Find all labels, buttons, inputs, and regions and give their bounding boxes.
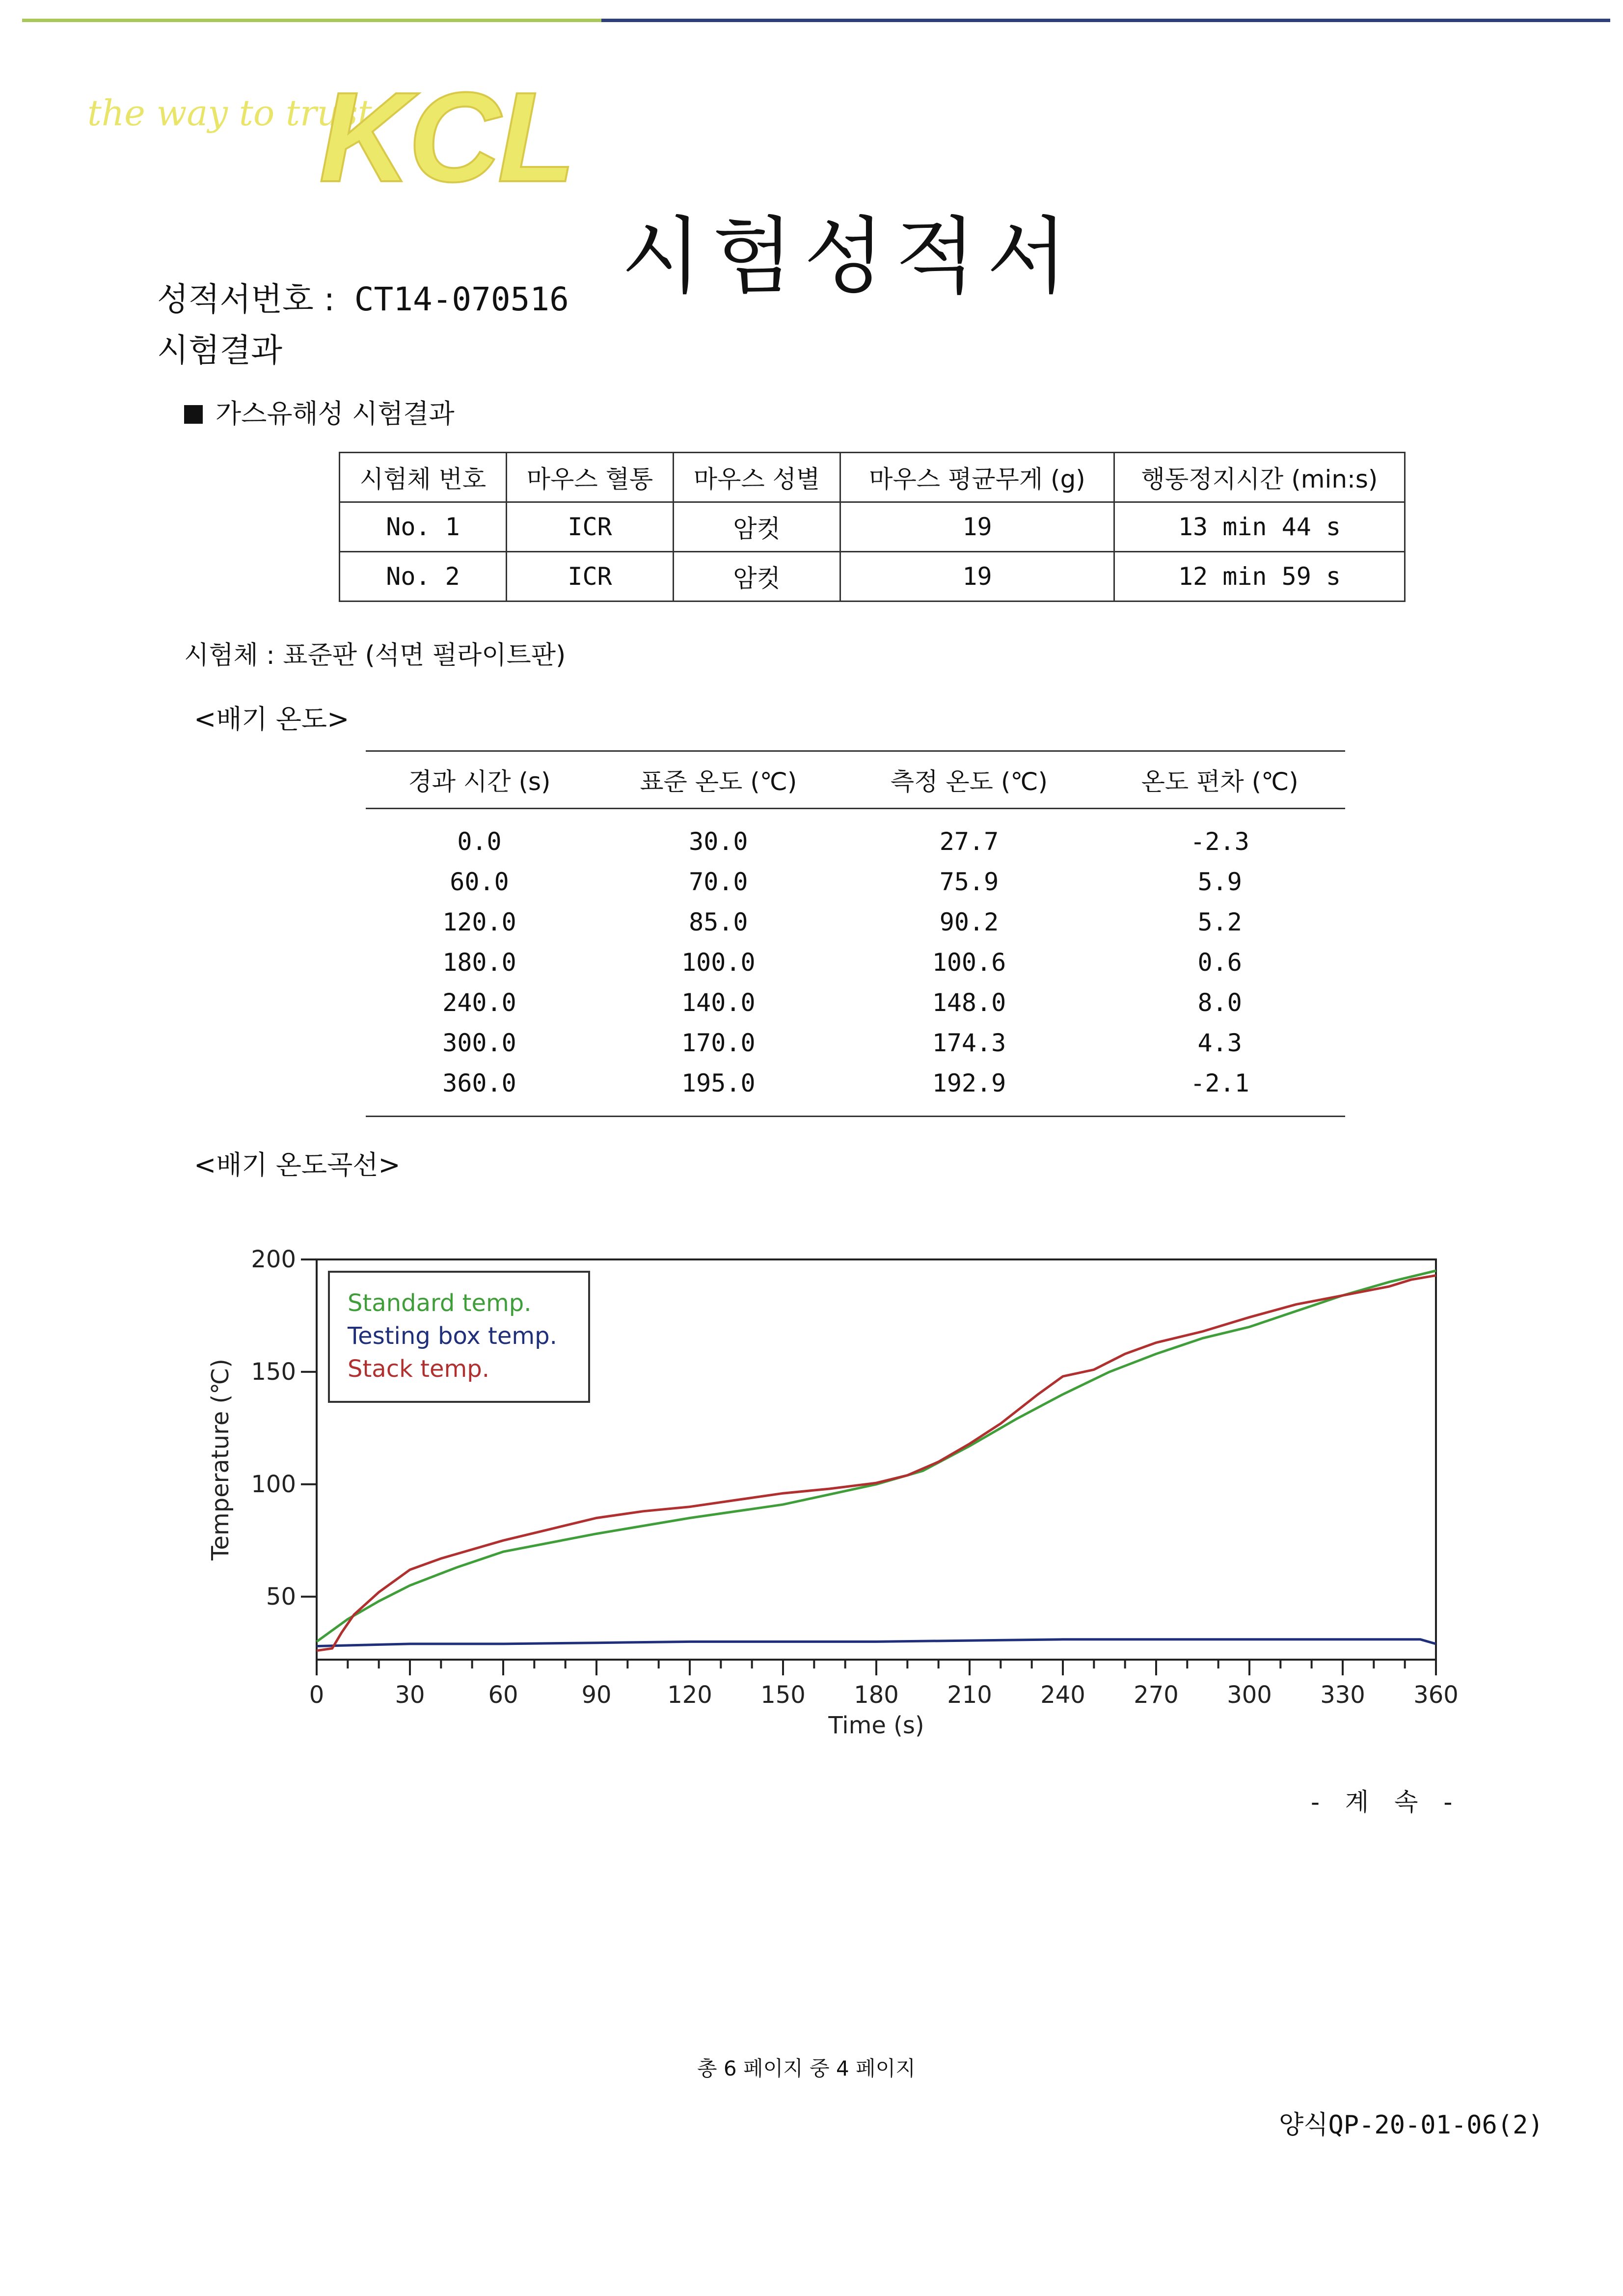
table-cell: 360.0 [366, 1063, 593, 1117]
y-tick-label: 150 [251, 1358, 296, 1386]
table-row [366, 942, 1345, 983]
table-row [366, 902, 1345, 942]
y-tick-label: 100 [251, 1470, 296, 1498]
table-row [366, 1063, 1345, 1117]
legend-entry: Standard temp. [348, 1289, 532, 1317]
table-cell: 170.0 [681, 1029, 756, 1057]
specimen-description: 시험체 : 표준판 (석면 펄라이트판) [184, 641, 566, 670]
table-cell: 75.9 [939, 868, 999, 896]
logo-tagline: the way to trust [87, 92, 372, 134]
table-cell: 5.9 [1197, 868, 1242, 896]
table-cell: 12 min 59 s [1114, 552, 1405, 601]
table-cell: 140.0 [681, 988, 756, 1017]
x-tick-label: 150 [760, 1681, 806, 1709]
header-cell: 표준 온도 (℃) [593, 751, 844, 809]
certificate-number [157, 273, 569, 320]
table-cell: 27.7 [939, 827, 999, 856]
x-tick-label: 60 [488, 1681, 518, 1709]
table-cell: 0.6 [1197, 948, 1242, 977]
x-tick-label: 0 [309, 1681, 325, 1709]
table-row [340, 552, 1405, 601]
exhaust-temp-table [366, 750, 1345, 1117]
header-cell: 경과 시간 (s) [366, 751, 593, 809]
table-cell: 100.0 [681, 948, 756, 977]
x-tick-label: 90 [581, 1681, 612, 1709]
legend-entry: Stack temp. [348, 1355, 489, 1383]
x-tick-label: 330 [1320, 1681, 1365, 1709]
header-cell: 마우스 성별 [674, 453, 840, 502]
certificate-number-label: 성적서번호 : [157, 280, 335, 318]
temp-curve-heading: <배기 온도곡선> [194, 1149, 401, 1180]
y-tick-label: 50 [266, 1583, 296, 1611]
table-cell: 180.0 [442, 948, 516, 977]
table-cell: 암컷 [674, 502, 840, 552]
document-title: 시험성적서 [621, 208, 1079, 305]
table-cell: No. 1 [340, 502, 507, 552]
table-cell: -2.1 [1094, 1063, 1345, 1117]
x-tick-label: 180 [854, 1681, 899, 1709]
table-cell: 30.0 [689, 827, 748, 856]
header-cell: 온도 편차 (℃) [1094, 751, 1345, 809]
table-cell: 90.2 [939, 908, 999, 936]
table-cell: 60.0 [450, 868, 509, 896]
table-cell: 300.0 [442, 1029, 516, 1057]
table-row [366, 983, 1345, 1023]
table-cell: 8.0 [1197, 988, 1242, 1017]
header-rule-green [22, 19, 601, 22]
x-tick-label: 360 [1413, 1681, 1459, 1709]
table-cell: 70.0 [689, 868, 748, 896]
y-axis-label: Temperature (℃) [207, 1359, 234, 1560]
x-tick-label: 270 [1134, 1681, 1179, 1709]
table-cell: 13 min 44 s [1114, 502, 1405, 552]
table-cell: 85.0 [689, 908, 748, 936]
table-cell: 암컷 [674, 552, 840, 601]
table-header-row [366, 751, 1345, 809]
table-cell: 0.0 [457, 827, 502, 856]
y-tick-label: 200 [251, 1246, 296, 1273]
mouse-results-table [339, 452, 1406, 602]
certificate-number-value: CT14-070516 [354, 280, 569, 318]
legend-entry: Testing box temp. [348, 1322, 557, 1350]
header-cell: 측정 온도 (℃) [844, 751, 1095, 809]
header-cell: 시험체 번호 [340, 453, 507, 502]
x-axis-label: Time (s) [828, 1712, 924, 1739]
header-cell: 마우스 평균무게 (g) [840, 453, 1114, 502]
table-cell: -2.3 [1190, 827, 1249, 856]
x-tick-label: 240 [1040, 1681, 1085, 1709]
section-heading-text: 가스유해성 시험결과 [216, 398, 455, 429]
table-cell: 148.0 [932, 988, 1006, 1017]
continued-note: - 계 속 - [1311, 1788, 1461, 1816]
table-row [366, 862, 1345, 902]
page-indicator: 총 6 페이지 중 4 페이지 [697, 2056, 916, 2080]
table-cell: No. 2 [340, 552, 507, 601]
table-cell: 195.0 [593, 1063, 844, 1117]
kcl-logo: KCL [319, 66, 573, 209]
table-cell: 19 [840, 502, 1114, 552]
header-cell: 마우스 혈통 [507, 453, 674, 502]
table-header-row [340, 453, 1405, 502]
table-cell: 120.0 [442, 908, 516, 936]
section-heading [184, 393, 455, 431]
table-cell: ICR [507, 552, 674, 601]
table-row [366, 809, 1345, 862]
table-cell: 19 [840, 552, 1114, 601]
bullet-square-icon [184, 405, 203, 424]
x-tick-label: 120 [667, 1681, 712, 1709]
header-cell: 행동정지시간 (min:s) [1114, 453, 1405, 502]
x-tick-label: 300 [1227, 1681, 1272, 1709]
table-row [340, 502, 1405, 552]
table-cell: 240.0 [442, 988, 516, 1017]
x-tick-label: 210 [947, 1681, 992, 1709]
results-heading: 시험결과 [157, 331, 283, 369]
table-cell: 4.3 [1197, 1029, 1242, 1057]
header-rule-navy [601, 19, 1610, 22]
table-cell: 100.6 [932, 948, 1006, 977]
form-number: 양식QP-20-01-06(2) [1279, 2110, 1543, 2140]
table-cell: 174.3 [932, 1029, 1006, 1057]
x-tick-label: 30 [395, 1681, 425, 1709]
exhaust-temp-heading: <배기 온도> [194, 704, 350, 735]
table-cell: 5.2 [1197, 908, 1242, 936]
table-cell: ICR [507, 502, 674, 552]
exhaust-temperature-chart [194, 1228, 1480, 1753]
table-row [366, 1023, 1345, 1063]
table-cell: 192.9 [844, 1063, 1095, 1117]
